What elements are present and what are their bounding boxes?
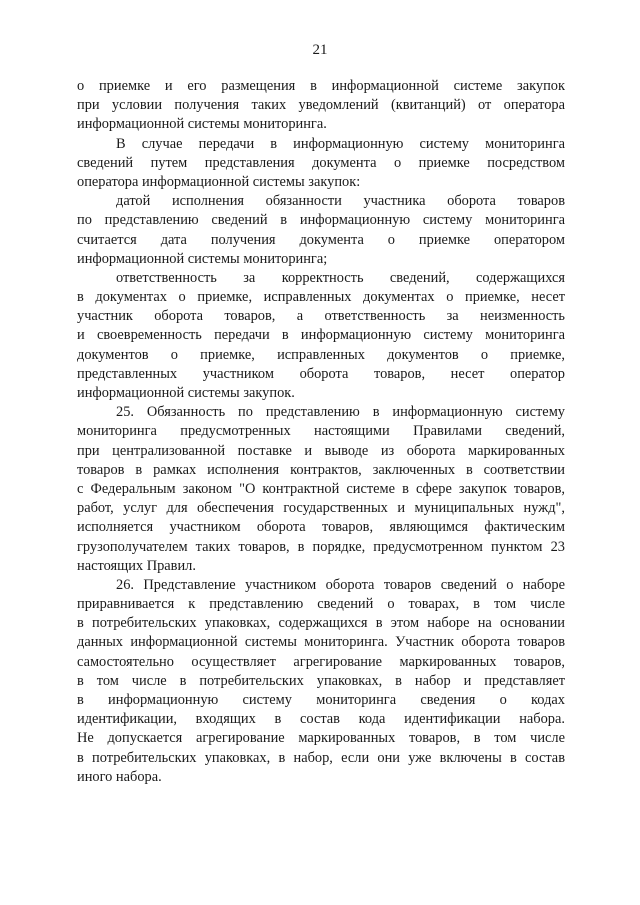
text-line: грузополучателем таких товаров, в порядке, предусмотренном пунктом 23	[77, 538, 565, 555]
text-line: информационной системы мониторинга;	[77, 250, 328, 267]
text-line: товаров в рамках исполнения контрактов, заключенных в соответствии	[77, 461, 565, 478]
document-body	[77, 77, 565, 787]
text-line: в потребительских упаковках, содержащихся в этом наборе на основании	[77, 615, 565, 632]
page-number: 21	[312, 42, 328, 58]
text-line: о приемке и его размещения в информационной системе закупок	[77, 78, 565, 94]
text-line: считается дата получения документа о приемке оператором	[77, 231, 565, 248]
text-line: 25. Обязанность по представлению в информационную систему	[116, 404, 565, 421]
text-line: В случае передачи в информационную систему мониторинга	[116, 135, 565, 152]
text-line: работ, услуг для обеспечения государственных и муниципальных нужд",	[77, 500, 565, 517]
text-line: самостоятельно осуществляет агрегирование маркированных товаров,	[77, 653, 565, 670]
text-line: мониторинга предусмотренных настоящими Правилами сведений,	[77, 423, 565, 440]
text-line: в информационную систему мониторинга сведения о кодах	[77, 692, 565, 708]
text-line: Не допускается агрегирование маркированных товаров, в том числе	[77, 730, 565, 747]
text-line: по представлению сведений в информационную систему мониторинга	[77, 212, 565, 229]
text-line: исполняется участником оборота товаров, являющимся фактическим	[77, 519, 565, 536]
text-line: с Федеральным законом "О контрактной системе в сфере закупок товаров,	[77, 480, 565, 497]
text-line: приравнивается к представлению сведений о товарах, в том числе	[77, 596, 565, 613]
text-line: оператора информационной системы закупок:	[77, 173, 361, 190]
text-line: данных информационной системы мониторинга. Участник оборота товаров	[77, 634, 565, 651]
text-line: 26. Представление участником оборота товаров сведений о наборе	[116, 576, 565, 593]
text-line: в потребительских упаковках, в набор, если они уже включены в состав	[77, 749, 565, 766]
text-line: идентификации, входящих в состав кода идентификации набора.	[77, 711, 565, 728]
text-line: представленных участником оборота товаров, несет оператор	[77, 365, 565, 382]
text-line: и своевременность передачи в информационную систему мониторинга	[77, 327, 565, 344]
text-line: в том числе в потребительских упаковках, в набор и представляет	[77, 672, 565, 689]
text-line: иного набора.	[77, 768, 162, 785]
text-line: участник оборота товаров, а ответственность за неизменность	[77, 308, 565, 325]
text-line: информационной системы закупок.	[77, 385, 295, 401]
text-line: документов о приемке, исправленных документов о приемке,	[77, 346, 565, 363]
text-line: ответственность за корректность сведений, содержащихся	[116, 269, 565, 286]
text-line: в документах о приемке, исправленных документах о приемке, несет	[77, 289, 565, 306]
text-line: сведений путем представления документа о приемке посредством	[77, 154, 565, 171]
text-line: при условии получения таких уведомлений (квитанций) от оператора	[77, 97, 565, 114]
text-line: информационной системы мониторинга.	[77, 116, 327, 133]
text-line: настоящих Правил.	[77, 557, 196, 574]
text-line: при централизованной поставке и выводе из оборота маркированных	[77, 442, 565, 459]
text-line: датой исполнения обязанности участника оборота товаров	[116, 193, 565, 210]
